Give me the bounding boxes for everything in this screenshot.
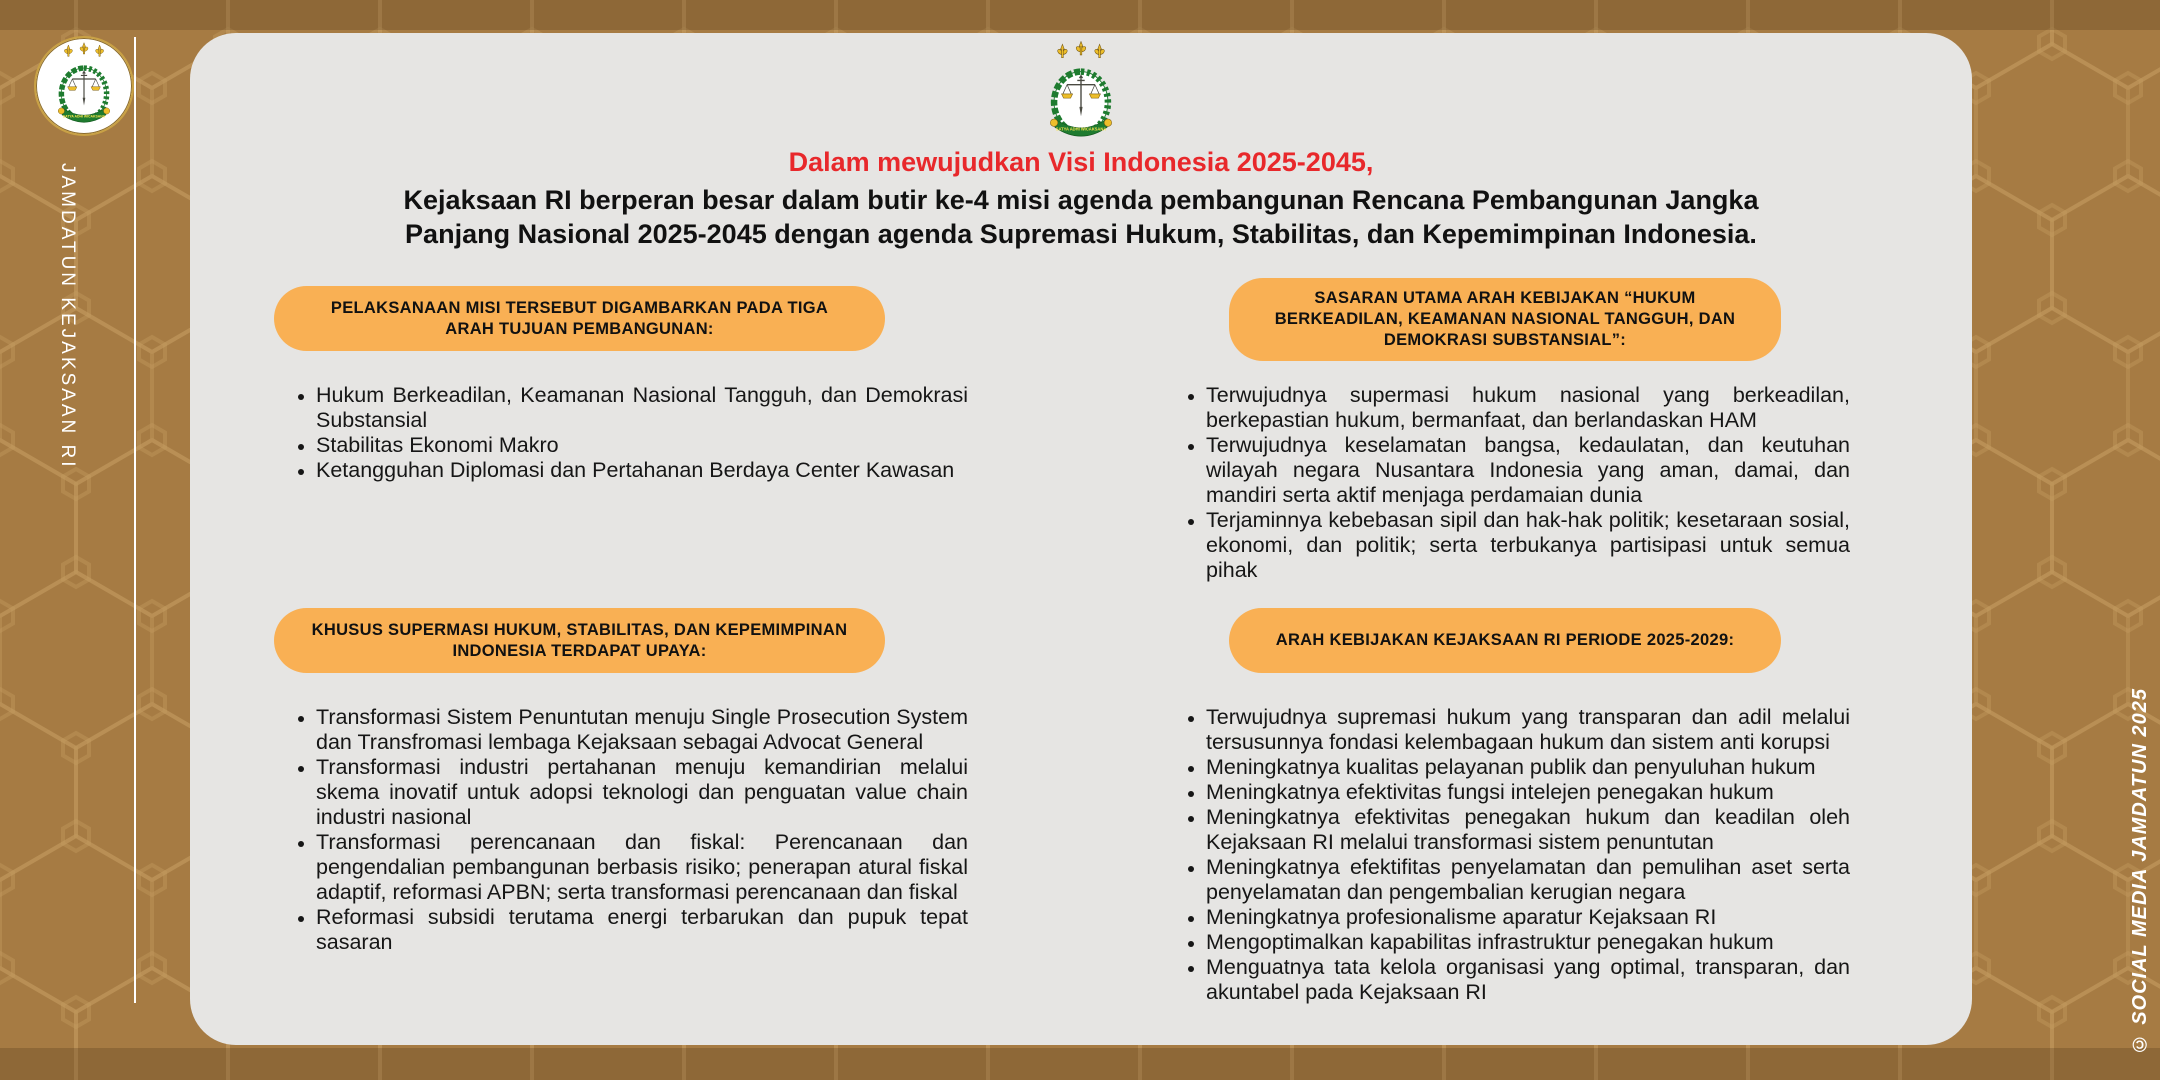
section-header-tujuan-pembangunan: PELAKSANAAN MISI TERSEBUT DIGAMBARKAN PADA TIGA ARAH TUJUAN PEMBANGUNAN: — [274, 286, 885, 351]
list-item: • Ketangguhan Diplomasi dan Pertahanan Berdaya Center Kawasan — [316, 458, 968, 483]
list-item: • Terwujudnya supremasi hukum yang transparan dan adil melalui tersusunnya fondasi kelembagaan hukum dan sistem anti korupsi — [1206, 705, 1850, 755]
watermark-text: © SOCIAL MEDIA JAMDATUN 2025 — [2129, 687, 2151, 1054]
sidebar-divider-line — [134, 37, 136, 1003]
kejaksaan-logo-icon — [45, 42, 123, 130]
list-item: • Menguatnya tata kelola organisasi yang optimal, transparan, dan akuntabel pada Kejaksaan RI — [1206, 955, 1850, 1005]
section-header-khusus-supermasi: KHUSUS SUPERMASI HUKUM, STABILITAS, DAN KEPEMIMPINAN INDONESIA TERDAPAT UPAYA: — [274, 608, 885, 673]
bullet-list-tujuan-pembangunan — [288, 383, 968, 483]
list-item: • Terwujudnya supermasi hukum nasional yang berkeadilan, berkepastian hukum, bermanfaat, dan berlandaskan HAM — [1206, 383, 1850, 433]
list-item: • Hukum Berkeadilan, Keamanan Nasional Tangguh, dan Demokrasi Substansial — [316, 383, 968, 433]
list-item: • Terwujudnya keselamatan bangsa, kedaulatan, dan keutuhan wilayah negara Nusantara Indonesia yang aman, damai, dan mandiri serta aktif menjaga perdamaian dunia — [1206, 433, 1850, 508]
bullet-list-khusus-supermasi — [288, 705, 968, 955]
list-item: • Meningkatnya kualitas pelayanan publik dan penyuluhan hukum — [1206, 755, 1850, 780]
section-header-arah-kebijakan: ARAH KEBIJAKAN KEJAKSAAN RI PERIODE 2025-2029: — [1229, 608, 1781, 673]
sidebar-logo-badge — [34, 36, 134, 136]
intro-red-line: Dalam mewujudkan Visi Indonesia 2025-2045, — [788, 147, 1374, 177]
list-item: • Terjaminnya kebebasan sipil dan hak-hak politik; kesetaraan sosial, ekonomi, dan politik; serta terbukanya partisipasi untuk semua pihak — [1206, 508, 1850, 583]
intro-body: Kejaksaan RI berperan besar dalam butir ke-4 misi agenda pembangunan Rencana Pembangunan Jangka Panjang Nasional 2025-2045 dengan agenda Supremasi Hukum, Stabilitas, dan Kepemimpinan Indonesia. — [403, 185, 1759, 249]
content-card — [190, 33, 1972, 1045]
list-item: • Stabilitas Ekonomi Makro — [316, 433, 968, 458]
sidebar-vertical-title: JAMDATUN KEJAKSAAN RI — [57, 163, 78, 470]
list-item: • Transformasi industri pertahanan menuju kemandirian melalui skema inovatif untuk adopsi teknologi dan penguatan value chain industri nasional — [316, 755, 968, 830]
list-item: • Transformasi perencanaan dan fiskal: Perencanaan dan pengendalian pembangunan berbasis risiko; penerapan atural fiskal adaptif, reformasi APBN; serta transformasi perencanaan dan fiskal — [316, 830, 968, 905]
card-logo — [1034, 41, 1128, 145]
bullet-list-sasaran-utama — [1178, 383, 1850, 583]
list-item: • Mengoptimalkan kapabilitas infrastruktur penegakan hukum — [1206, 930, 1850, 955]
list-item: • Meningkatnya efektifitas penyelamatan dan pemulihan aset serta penyelamatan dan pengembalian kerugian negara — [1206, 855, 1850, 905]
list-item: • Meningkatnya profesionalisme aparatur Kejaksaan RI — [1206, 905, 1850, 930]
list-item: • Reformasi subsidi terutama energi terbarukan dan pupuk tepat sasaran — [316, 905, 968, 955]
bullet-list-arah-kebijakan — [1178, 705, 1850, 1005]
kejaksaan-logo-icon — [1034, 41, 1128, 145]
list-item: • Transformasi Sistem Penuntutan menuju Single Prosecution System dan Transfromasi lembaga Kejaksaan sebagai Advocat General — [316, 705, 968, 755]
section-header-sasaran-utama: SASARAN UTAMA ARAH KEBIJAKAN “HUKUM BERKEADILAN, KEAMANAN NASIONAL TANGGUH, DAN DEMOKRASI SUBSTANSIAL”: — [1229, 278, 1781, 361]
list-item: • Meningkatnya efektivitas penegakan hukum dan keadilan oleh Kejaksaan RI melalui transformasi sistem penuntutan — [1206, 805, 1850, 855]
list-item: • Meningkatnya efektivitas fungsi intelejen penegakan hukum — [1206, 780, 1850, 805]
